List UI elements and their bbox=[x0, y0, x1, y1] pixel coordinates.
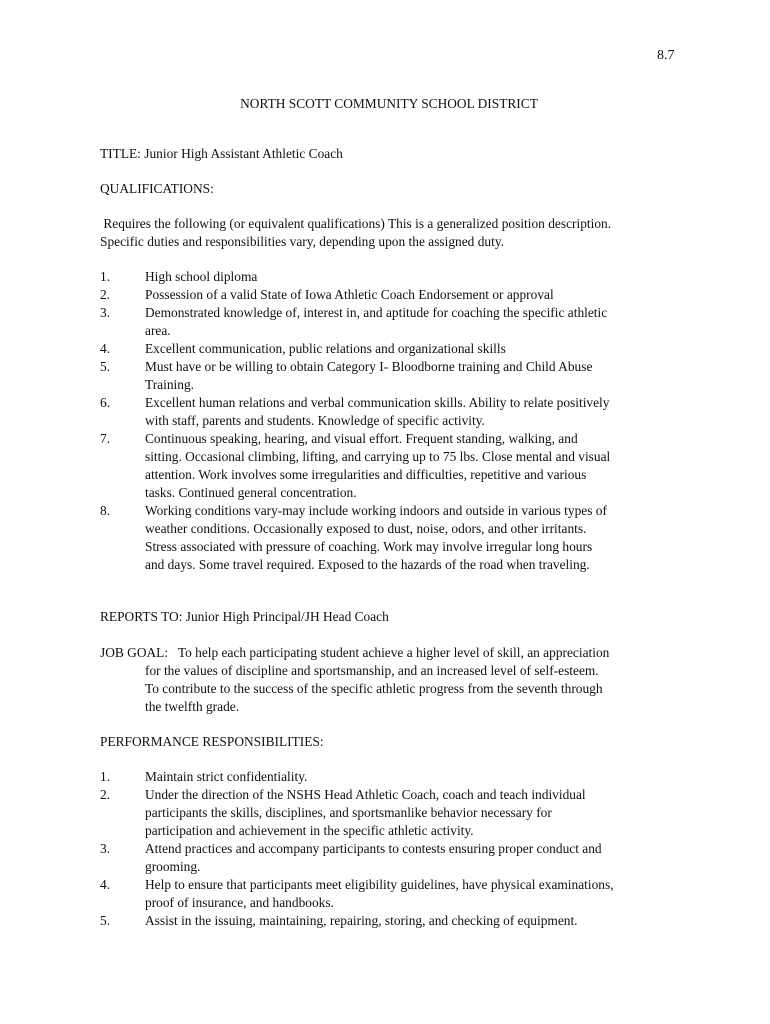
list-item: 8. Working conditions vary-may include working indoors and outside in various types of weather conditions. Occasionally exposed to dust, noise, odors, and other irritants. Stress associated with pressure of coaching. Work may involve irregular long hours and days. Some travel required. Exposed to the hazards of the road when traveling. bbox=[100, 503, 607, 572]
district-heading: NORTH SCOTT COMMUNITY SCHOOL DISTRICT bbox=[240, 96, 538, 111]
job-goal-first-line: JOB GOAL: To help each participating student achieve a higher level of skill, an appreciation bbox=[100, 645, 610, 660]
list-item: 1. High school diploma bbox=[100, 269, 258, 284]
list-item: 4. Help to ensure that participants meet eligibility guidelines, have physical examinations, proof of insurance, and handbooks. bbox=[100, 877, 614, 910]
list-item: 5. Must have or be willing to obtain Category I- Bloodborne training and Child Abuse Training. bbox=[100, 359, 593, 392]
list-item: 3. Demonstrated knowledge of, interest in, and aptitude for coaching the specific athletic area. bbox=[100, 305, 608, 338]
list-item: 2. Possession of a valid State of Iowa Athletic Coach Endorsement or approval bbox=[100, 287, 554, 302]
job-goal: JOB GOAL: To help each participating student achieve a higher level of skill, an appreciation for the values of discipline and sportsmanship, and an increased level of self-esteem. To contribute to the success of the specific athletic progress from the seventh through the twelfth grade. bbox=[100, 644, 700, 716]
performance-heading: PERFORMANCE RESPONSIBILITIES: bbox=[100, 734, 324, 749]
list-item: 5. Assist in the issuing, maintaining, repairing, storing, and checking of equipment. bbox=[100, 913, 578, 928]
list-item: 3. Attend practices and accompany participants to contests ensuring proper conduct and grooming. bbox=[100, 841, 602, 874]
list-item: 2. Under the direction of the NSHS Head Athletic Coach, coach and teach individual participants the skills, disciplines, and sportsmanlike behavior necessary for participation and achievement in the specific athletic activity. bbox=[100, 787, 586, 838]
qualifications-heading: QUALIFICATIONS: bbox=[100, 181, 214, 196]
intro-line: Requires the following (or equivalent qualifications) This is a generalized position description. bbox=[100, 216, 612, 231]
intro-line: Specific duties and responsibilities vary, depending upon the assigned duty. bbox=[100, 234, 504, 249]
qualifications-list bbox=[100, 268, 700, 574]
responsibilities-list bbox=[100, 768, 700, 930]
list-item: 7. Continuous speaking, hearing, and visual effort. Frequent standing, walking, and sitting. Occasional climbing, lifting, and carrying up to 75 lbs. Close mental and visual attention. Work involves some irregularities and difficulties, repetitive and various tasks. Continued general concentration. bbox=[100, 431, 611, 500]
reports-to: REPORTS TO: Junior High Principal/JH Head Coach bbox=[100, 609, 389, 624]
list-item: 1. Maintain strict confidentiality. bbox=[100, 769, 308, 784]
list-item: 4. Excellent communication, public relations and organizational skills bbox=[100, 341, 506, 356]
list-item: 6. Excellent human relations and verbal communication skills. Ability to relate positively with staff, parents and students. Knowledge of specific activity. bbox=[100, 395, 610, 428]
job-title: TITLE: Junior High Assistant Athletic Coach bbox=[100, 146, 343, 161]
page-number: 8.7 bbox=[657, 48, 675, 63]
intro-paragraph bbox=[100, 215, 690, 251]
